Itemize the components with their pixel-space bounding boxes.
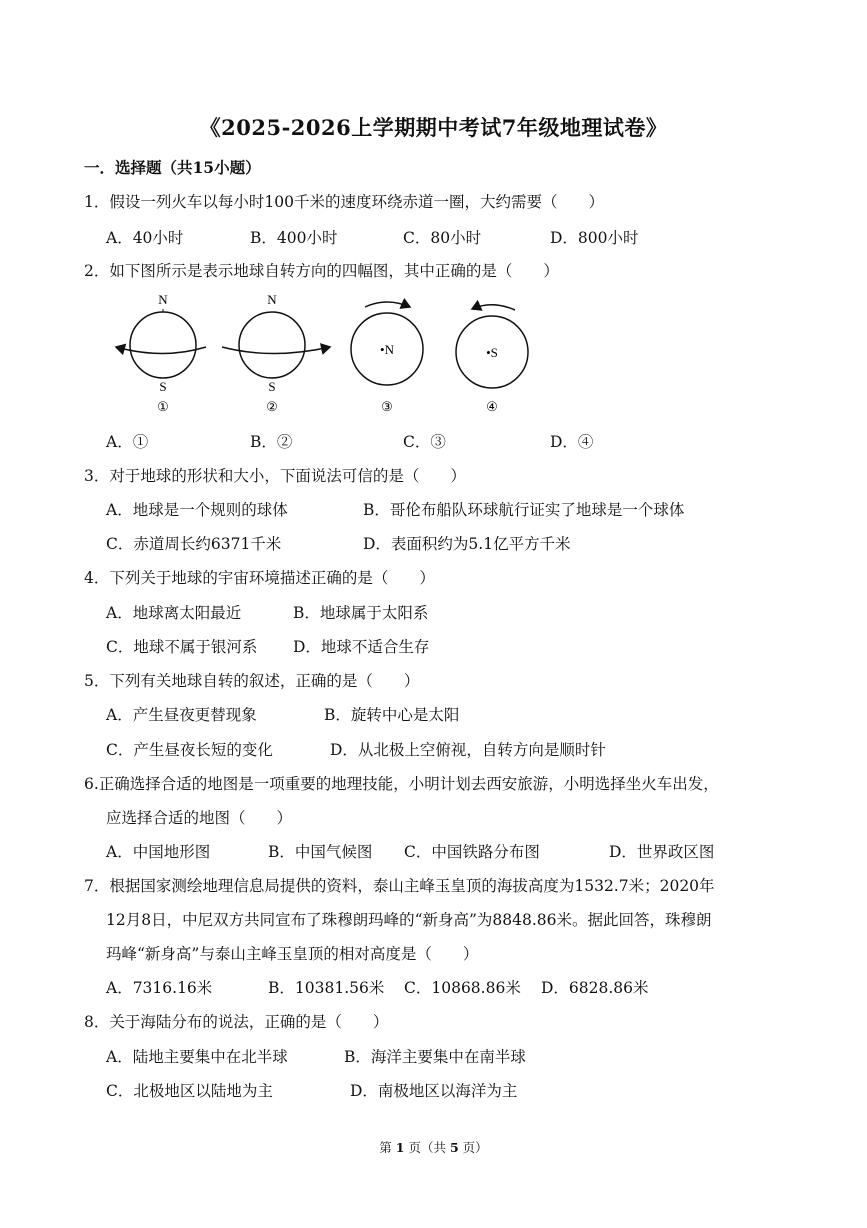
fig3-number: ③ xyxy=(381,400,393,415)
footer-middle: 页（共 xyxy=(408,1140,446,1155)
fig3-north-pole-label: •N xyxy=(380,342,394,357)
footer-prefix: 第 xyxy=(379,1140,392,1155)
question-7-stem-line-1: 7．根据国家测绘地理信息局提供的资料，泰山主峰玉皇顶的海拔高度为1532.7米；2020年 xyxy=(84,877,715,895)
q7-option-c: C．10868.86米 xyxy=(404,979,521,997)
figure-1 xyxy=(116,292,206,415)
q7-option-d: D．6828.86米 xyxy=(541,979,649,997)
q2-option-a: A．① xyxy=(106,433,149,451)
q3-option-a: A．地球是一个规则的球体 xyxy=(106,501,288,519)
q5-option-a: A．产生昼夜更替现象 xyxy=(106,706,257,724)
section-heading: 一．选择题（共15小题） xyxy=(84,158,261,177)
figure-4 xyxy=(456,305,528,415)
q2-option-b: B．② xyxy=(250,433,293,451)
fig4-number: ④ xyxy=(486,400,498,415)
earth-rotation-figure xyxy=(100,285,540,420)
q3-option-b: B．哥伦布船队环球航行证实了地球是一个球体 xyxy=(363,501,685,519)
figure-3 xyxy=(351,302,423,415)
q1-option-d: D．800小时 xyxy=(550,229,639,247)
q1-option-c: C．80小时 xyxy=(403,229,482,247)
question-1-stem: 1．假设一列火车以每小时100千米的速度环绕赤道一圈，大约需要（ ） xyxy=(84,193,604,211)
q3-option-c: C．赤道周长约6371千米 xyxy=(106,535,282,553)
q4-option-b: B．地球属于太阳系 xyxy=(293,604,429,622)
q5-option-b: B．旋转中心是太阳 xyxy=(324,706,460,724)
q6-option-b: B．中国气候图 xyxy=(268,843,373,861)
fig2-south-label: S xyxy=(268,379,276,394)
question-8-stem: 8．关于海陆分布的说法，正确的是（ ） xyxy=(84,1013,389,1031)
q6-option-c: C．中国铁路分布图 xyxy=(404,843,540,861)
fig1-south-label: S xyxy=(159,379,167,394)
question-7-stem-line-3: 玛峰“新身高”与泰山主峰玉皇顶的相对高度是（ ） xyxy=(106,945,479,963)
q4-option-a: A．地球离太阳最近 xyxy=(106,604,242,622)
figure-2 xyxy=(222,292,330,415)
q3-option-d: D．表面积约为5.1亿平方千米 xyxy=(363,535,571,553)
q5-option-c: C．产生昼夜长短的变化 xyxy=(106,741,273,759)
question-5-stem: 5．下列有关地球自转的叙述，正确的是（ ） xyxy=(84,672,420,690)
q6-option-a: A．中国地形图 xyxy=(106,843,211,861)
question-3-stem: 3．对于地球的形状和大小，下面说法可信的是（ ） xyxy=(84,467,466,485)
fig3-arrow-icon xyxy=(365,302,410,307)
q7-option-a: A．7316.16米 xyxy=(106,979,213,997)
q5-option-d: D．从北极上空俯视，自转方向是顺时针 xyxy=(330,741,606,759)
page-footer xyxy=(0,1138,867,1156)
question-6-stem-line-2: 应选择合适的地图（ ） xyxy=(106,809,293,827)
fig4-arrow-icon xyxy=(472,305,515,310)
question-4-stem: 4．下列关于地球的宇宙环境描述正确的是（ ） xyxy=(84,569,435,587)
fig1-north-label: N xyxy=(158,292,168,307)
q4-option-d: D．地球不适合生存 xyxy=(293,638,430,656)
q8-option-d: D．南极地区以海洋为主 xyxy=(350,1082,518,1100)
fig1-number: ① xyxy=(157,400,169,415)
fig2-arrow-icon xyxy=(222,347,330,354)
footer-suffix: 页） xyxy=(462,1140,488,1155)
q8-option-c: C．北极地区以陆地为主 xyxy=(106,1082,273,1100)
q1-option-a: A．40小时 xyxy=(106,229,184,247)
question-6-stem-line-1: 6.正确选择合适的地图是一项重要的地理技能，小明计划去西安旅游，小明选择坐火车出发， xyxy=(84,775,719,793)
fig2-north-label: N xyxy=(267,292,277,307)
footer-total-pages: 5 xyxy=(449,1140,459,1155)
q8-option-b: B．海洋主要集中在南半球 xyxy=(344,1048,526,1066)
q2-option-c: C．③ xyxy=(403,433,446,451)
footer-page-number: 1 xyxy=(395,1140,405,1155)
exam-title: 《2025-2026上学期期中考试7年级地理试卷》 xyxy=(199,115,668,140)
q6-option-d: D．世界政区图 xyxy=(609,843,715,861)
q4-option-c: C．地球不属于银河系 xyxy=(106,638,258,656)
q2-option-d: D．④ xyxy=(550,433,594,451)
q1-option-b: B．400小时 xyxy=(250,229,338,247)
question-7-stem-line-2: 12月8日，中尼双方共同宣布了珠穆朗玛峰的“新身高”为8848.86米。据此回答，珠穆朗 xyxy=(106,911,712,929)
fig2-number: ② xyxy=(266,400,278,415)
question-2-stem: 2．如下图所示是表示地球自转方向的四幅图，其中正确的是（ ） xyxy=(84,262,559,280)
fig4-south-pole-label: •S xyxy=(486,345,498,360)
q7-option-b: B．10381.56米 xyxy=(268,979,385,997)
q8-option-a: A．陆地主要集中在北半球 xyxy=(106,1048,288,1066)
